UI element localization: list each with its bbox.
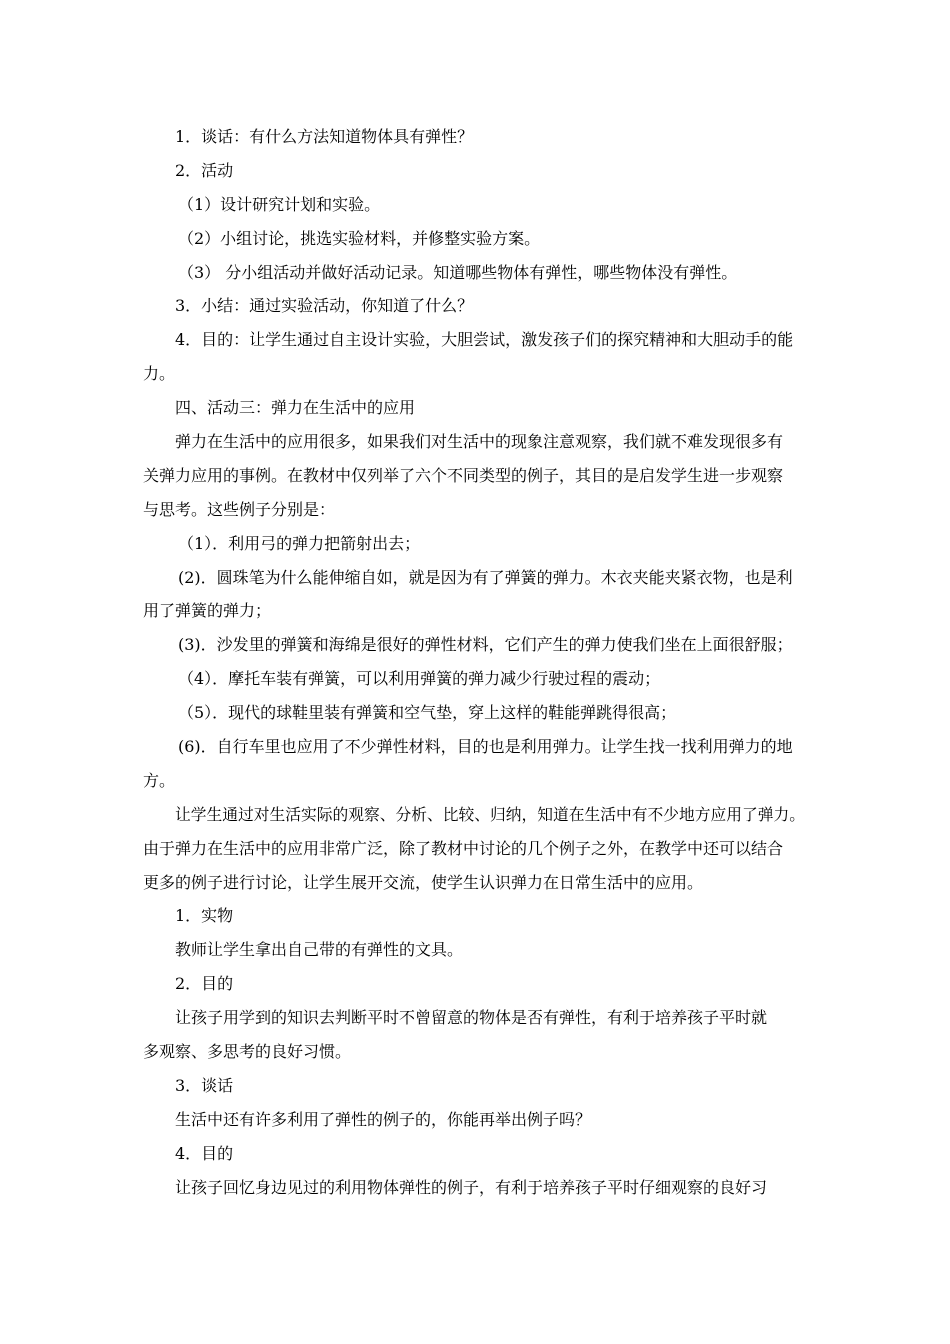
text-line: 4．目的: [175, 1143, 234, 1163]
text-line: 弹力在生活中的应用很多，如果我们对生活中的现象注意观察，我们就不难发现很多有: [175, 432, 784, 452]
text-line: （3） 分小组活动并做好活动记录。知道哪些物体有弹性，哪些物体没有弹性。: [178, 262, 738, 282]
text-line: 3．谈话: [175, 1075, 234, 1095]
text-line: 由于弹力在生活中的应用非常广泛，除了教材中讨论的几个例子之外，在教学中还可以结合: [143, 838, 784, 858]
text-line: （1）设计研究计划和实验。: [178, 194, 381, 214]
text-line: 用了弹簧的弹力；: [143, 601, 272, 621]
list-item: （4）．摩托车装有弹簧，可以利用弹簧的弹力减少行驶过程的震动；: [178, 669, 661, 689]
list-item: （1）．利用弓的弹力把箭射出去；: [178, 533, 421, 553]
text-line: 3．小结：通过实验活动，你知道了什么？: [175, 296, 474, 316]
text-line: 让学生通过对生活实际的观察、分析、比较、归纳，知道在生活中有不少地方应用了弹力。: [175, 804, 805, 824]
text-line: 方。: [143, 770, 176, 790]
document-page: [143, 120, 808, 1205]
list-item: (6)．自行车里也应用了不少弹性材料，目的也是利用弹力。让学生找一找利用弹力的地: [178, 737, 793, 757]
text-line: 生活中还有许多利用了弹性的例子的，你能再举出例子吗？: [175, 1109, 592, 1129]
text-line: （2）小组讨论，挑选实验材料，并修整实验方案。: [178, 228, 541, 248]
list-item: (3)．沙发里的弹簧和海绵是很好的弹性材料，它们产生的弹力使我们坐在上面很舒服；: [178, 635, 793, 655]
text-line: 教师让学生拿出自己带的有弹性的文具。: [175, 940, 464, 960]
text-line: 2．活动: [175, 160, 234, 180]
text-line: 力。: [143, 364, 176, 384]
text-line: 与思考。这些例子分别是：: [143, 499, 336, 519]
text-line: 更多的例子进行讨论，让学生展开交流，使学生认识弹力在日常生活中的应用。: [143, 872, 704, 892]
text-line: 4．目的：让学生通过自主设计实验，大胆尝试，激发孩子们的探究精神和大胆动手的能: [175, 330, 794, 350]
text-line: 让孩子回忆身边见过的利用物体弹性的例子，有利于培养孩子平时仔细观察的良好习: [175, 1177, 768, 1197]
text-line: 1．实物: [175, 906, 234, 926]
text-line: 1．谈话：有什么方法知道物体具有弹性？: [175, 127, 474, 146]
text-line: 关弹力应用的事例。在教材中仅列举了六个不同类型的例子，其目的是启发学生进一步观察: [143, 465, 784, 485]
text-line: 多观察、多思考的良好习惯。: [143, 1042, 352, 1062]
text-line: 2．目的: [175, 974, 234, 994]
section-heading: 四、活动三：弹力在生活中的应用: [175, 398, 416, 418]
list-item: （5）．现代的球鞋里装有弹簧和空气垫，穿上这样的鞋能弹跳得很高；: [178, 703, 677, 723]
text-line: 让孩子用学到的知识去判断平时不曾留意的物体是否有弹性，有利于培养孩子平时就: [175, 1008, 768, 1028]
list-item: (2)．圆珠笔为什么能伸缩自如，就是因为有了弹簧的弹力。木衣夹能夹紧衣物，也是利: [178, 567, 793, 587]
